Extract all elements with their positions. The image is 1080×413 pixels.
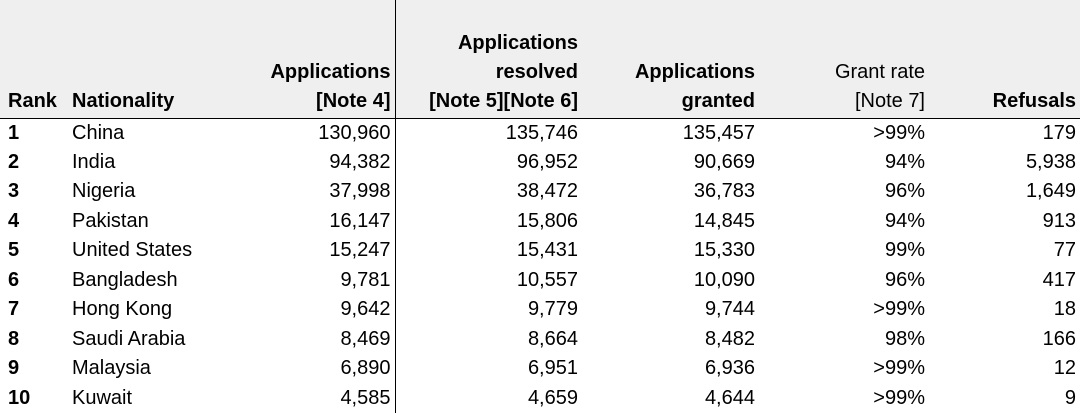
resolved-cell[interactable]: 15,431 (516, 239, 578, 262)
refusals-cell[interactable]: 1,649 (1025, 180, 1076, 203)
applications-cell[interactable]: 16,147 (232, 207, 395, 237)
table-row (0, 177, 1080, 207)
refusals-cell[interactable]: 179 (1042, 121, 1076, 144)
header-resolved[interactable] (395, 0, 582, 118)
header-granted[interactable] (582, 0, 759, 118)
resolved-cell[interactable]: 96,952 (516, 150, 578, 173)
granted-cell[interactable]: 90,669 (693, 150, 755, 173)
header-resolved-line-3: [Note 5][Note 6] (429, 89, 578, 112)
resolved-cell[interactable]: 4,659 (527, 386, 578, 409)
granted-cell[interactable]: 9,744 (704, 298, 755, 321)
table-row (0, 295, 1080, 325)
header-resolved-line-1: Applications (457, 31, 578, 54)
refusals-cell[interactable]: 166 (1042, 327, 1076, 350)
rank-cell[interactable]: 7 (8, 298, 20, 321)
applications-cell[interactable]: 6,890 (232, 354, 395, 384)
applications-cell[interactable]: 8,469 (232, 325, 395, 355)
rank-cell[interactable]: 3 (8, 180, 20, 203)
refusals-cell[interactable]: 5,938 (1025, 150, 1076, 173)
granted-cell[interactable]: 6,936 (704, 357, 755, 380)
nationality-cell[interactable]: Bangladesh (72, 268, 178, 291)
applications-cell[interactable]: 130,960 (232, 118, 395, 148)
grant-rate-cell[interactable]: 96% (884, 180, 925, 203)
header-grant-rate-line-1: Grant rate (834, 60, 925, 83)
header-applications-line-2: [Note 4] (316, 89, 391, 112)
table-row (0, 148, 1080, 178)
refusals-cell[interactable]: 12 (1053, 357, 1076, 380)
rank-cell[interactable]: 1 (8, 121, 20, 144)
grant-rate-cell[interactable]: 99% (884, 239, 925, 262)
nationality-cell[interactable]: Nigeria (72, 180, 136, 203)
granted-cell[interactable]: 135,457 (682, 121, 755, 144)
table-row (0, 325, 1080, 355)
refusals-cell[interactable]: 913 (1042, 209, 1076, 232)
header-grant-rate-line-2: [Note 7] (854, 89, 925, 112)
rank-cell[interactable]: 10 (8, 386, 31, 409)
nationality-cell[interactable]: China (72, 121, 125, 144)
table-row (0, 266, 1080, 296)
applications-cell[interactable]: 15,247 (232, 236, 395, 266)
rank-cell[interactable]: 6 (8, 268, 20, 291)
rank-cell[interactable]: 5 (8, 239, 20, 262)
resolved-cell[interactable]: 10,557 (516, 268, 578, 291)
resolved-cell[interactable]: 135,746 (505, 121, 578, 144)
grant-rate-cell[interactable]: >99% (873, 386, 925, 409)
applications-cell[interactable]: 9,642 (232, 295, 395, 325)
header-granted-line-2: granted (681, 89, 755, 112)
applications-cell[interactable]: 37,998 (232, 177, 395, 207)
table-row (0, 384, 1080, 413)
granted-cell[interactable]: 15,330 (693, 239, 755, 262)
refusals-cell[interactable]: 18 (1053, 298, 1076, 321)
header-granted-line-1: Applications (634, 60, 755, 83)
header-resolved-line-2: resolved (495, 60, 578, 83)
grant-rate-cell[interactable]: 98% (884, 327, 925, 350)
nationality-cell[interactable]: United States (72, 239, 193, 262)
resolved-cell[interactable]: 8,664 (527, 327, 578, 350)
nationality-cell[interactable]: Pakistan (72, 209, 149, 232)
header-grant-rate[interactable] (759, 0, 929, 118)
grant-rate-cell[interactable]: 96% (884, 268, 925, 291)
header-applications-line-1: Applications (270, 60, 391, 83)
table-row (0, 236, 1080, 266)
applications-cell[interactable]: 9,781 (232, 266, 395, 296)
table-row (0, 207, 1080, 237)
rank-cell[interactable]: 2 (8, 150, 20, 173)
grant-rate-cell[interactable]: >99% (873, 357, 925, 380)
refusals-cell[interactable]: 417 (1042, 268, 1076, 291)
grant-rate-cell[interactable]: 94% (884, 150, 925, 173)
grant-rate-cell[interactable]: >99% (873, 298, 925, 321)
nationality-cell[interactable]: Malaysia (72, 357, 151, 380)
nationality-cell[interactable]: Hong Kong (72, 298, 173, 321)
header-rank[interactable]: Rank (0, 0, 68, 118)
nationality-cell[interactable]: India (72, 150, 116, 173)
nationality-cell[interactable]: Saudi Arabia (72, 327, 186, 350)
granted-cell[interactable]: 4,644 (704, 386, 755, 409)
table-row (0, 354, 1080, 384)
header-refusals[interactable]: Refusals (929, 0, 1080, 118)
granted-cell[interactable]: 10,090 (693, 268, 755, 291)
resolved-cell[interactable]: 15,806 (516, 209, 578, 232)
granted-cell[interactable]: 14,845 (693, 209, 755, 232)
applications-cell[interactable]: 94,382 (232, 148, 395, 178)
header-nationality[interactable]: Nationality (68, 0, 232, 118)
granted-cell[interactable]: 8,482 (704, 327, 755, 350)
refusals-cell[interactable]: 9 (1064, 386, 1076, 409)
header-row (0, 0, 1080, 118)
table-row (0, 118, 1080, 148)
rank-cell[interactable]: 8 (8, 327, 20, 350)
resolved-cell[interactable]: 6,951 (527, 357, 578, 380)
refusals-cell[interactable]: 77 (1053, 239, 1076, 262)
grant-rate-cell[interactable]: 94% (884, 209, 925, 232)
applications-cell[interactable]: 4,585 (232, 384, 395, 413)
rank-cell[interactable]: 9 (8, 357, 20, 380)
grant-rate-cell[interactable]: >99% (873, 121, 925, 144)
rank-cell[interactable]: 4 (8, 209, 20, 232)
nationality-cell[interactable]: Kuwait (72, 386, 133, 409)
granted-cell[interactable]: 36,783 (693, 180, 755, 203)
resolved-cell[interactable]: 9,779 (527, 298, 578, 321)
header-applications[interactable] (232, 0, 395, 118)
resolved-cell[interactable]: 38,472 (516, 180, 578, 203)
